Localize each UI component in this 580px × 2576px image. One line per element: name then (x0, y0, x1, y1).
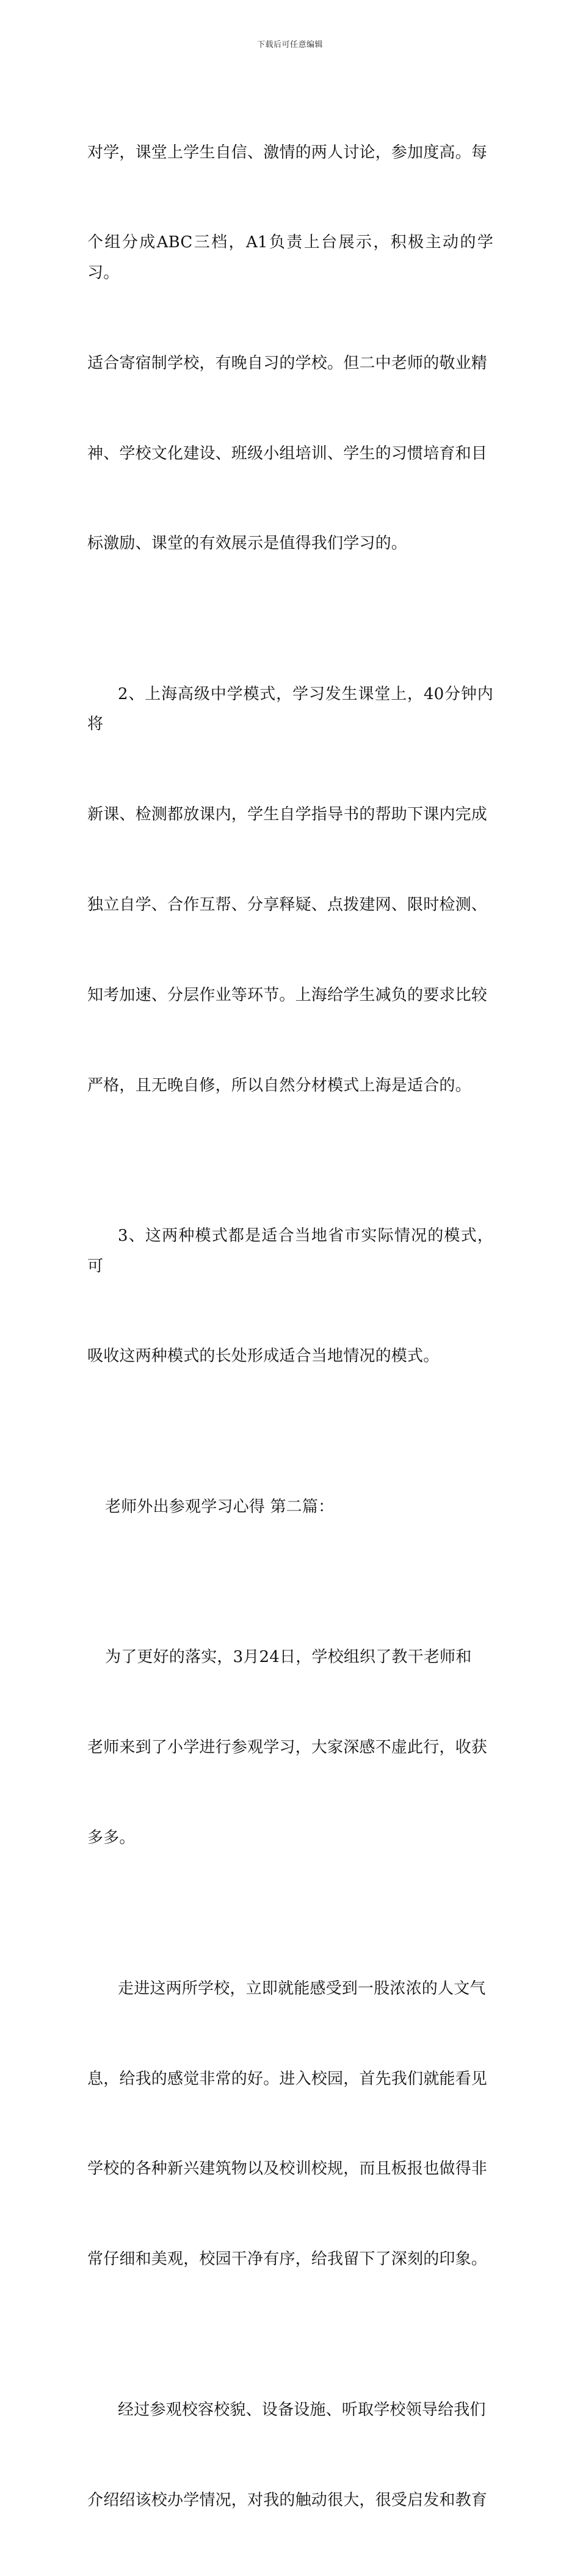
text-line: 老师来到了小学进行参观学习，大家深感不虚此行，收获 (87, 1738, 488, 1757)
document-body (87, 78, 493, 2576)
paragraph-2 (87, 619, 493, 1161)
paragraph-6 (87, 2335, 493, 2575)
paragraph-5 (87, 1914, 493, 2335)
text-line: 独立自学、合作互帮、分享释疑、点拨建网、限时检测、 (87, 896, 488, 915)
text-line: 走进这两所学校，立即就能感受到一股浓浓的人文气 (118, 1979, 486, 1998)
text-line: 吸收这两种模式的长处形成适合当地情况的模式。 (87, 1347, 440, 1366)
text-line: 适合寄宿制学校，有晚自习的学校。但二中老师的敬业精 (87, 354, 488, 372)
text-line: 严格，且无晚自修，所以自然分材模式上海是适合的。 (87, 1076, 471, 1095)
text-line: 2、上海高级中学模式，学习发生课堂上，40分钟内将 (87, 684, 493, 734)
paragraph-1 (87, 78, 493, 619)
text-line: 介绍绍该校办学情况，对我的触动很大，很受启发和教育 (87, 2491, 488, 2509)
text-line: 常仔细和美观，校园干净有序，给我留下了深刻的印象。 (87, 2250, 488, 2269)
text-line: 息，给我的感觉非常的好。进入校园，首先我们就能看见 (87, 2069, 488, 2088)
section-heading (87, 1432, 493, 1582)
text-line: 为了更好的落实，3月24日，学校组织了教干老师和 (105, 1648, 472, 1667)
text-line: 3、这两种模式都是适合当地省市实际情况的模式，可 (87, 1227, 493, 1275)
text-line: 标激励、课堂的有效展示是值得我们学习的。 (87, 534, 408, 553)
text-line: 个组分成ABC三档，A1负责上台展示，积极主动的学习。 (87, 233, 493, 282)
text-line: 学校的各种新兴建筑物以及校训校规，而且板报也做得非 (87, 2160, 488, 2179)
text-line: 经过参观校容校貌、设备设施、听取学校领导给我们 (118, 2400, 486, 2419)
text-line: 神、学校文化建设、班级小组培训、学生的习惯培育和目 (87, 444, 488, 463)
text-line: 多多。 (87, 1829, 136, 1848)
page-header: 下载后可任意编辑 (256, 40, 323, 49)
paragraph-4 (87, 1583, 493, 1914)
text-line: 对学，课堂上学生自信、激情的两人讨论，参加度高。每 (87, 143, 488, 162)
text-line: 知考加速、分层作业等环节。上海给学生减负的要求比较 (87, 985, 488, 1004)
paragraph-3 (87, 1161, 493, 1432)
text-line: 新课、检测都放课内，学生自学指导书的帮助下课内完成 (87, 805, 488, 824)
text-line: 老师外出参观学习心得 第二篇： (105, 1497, 335, 1516)
